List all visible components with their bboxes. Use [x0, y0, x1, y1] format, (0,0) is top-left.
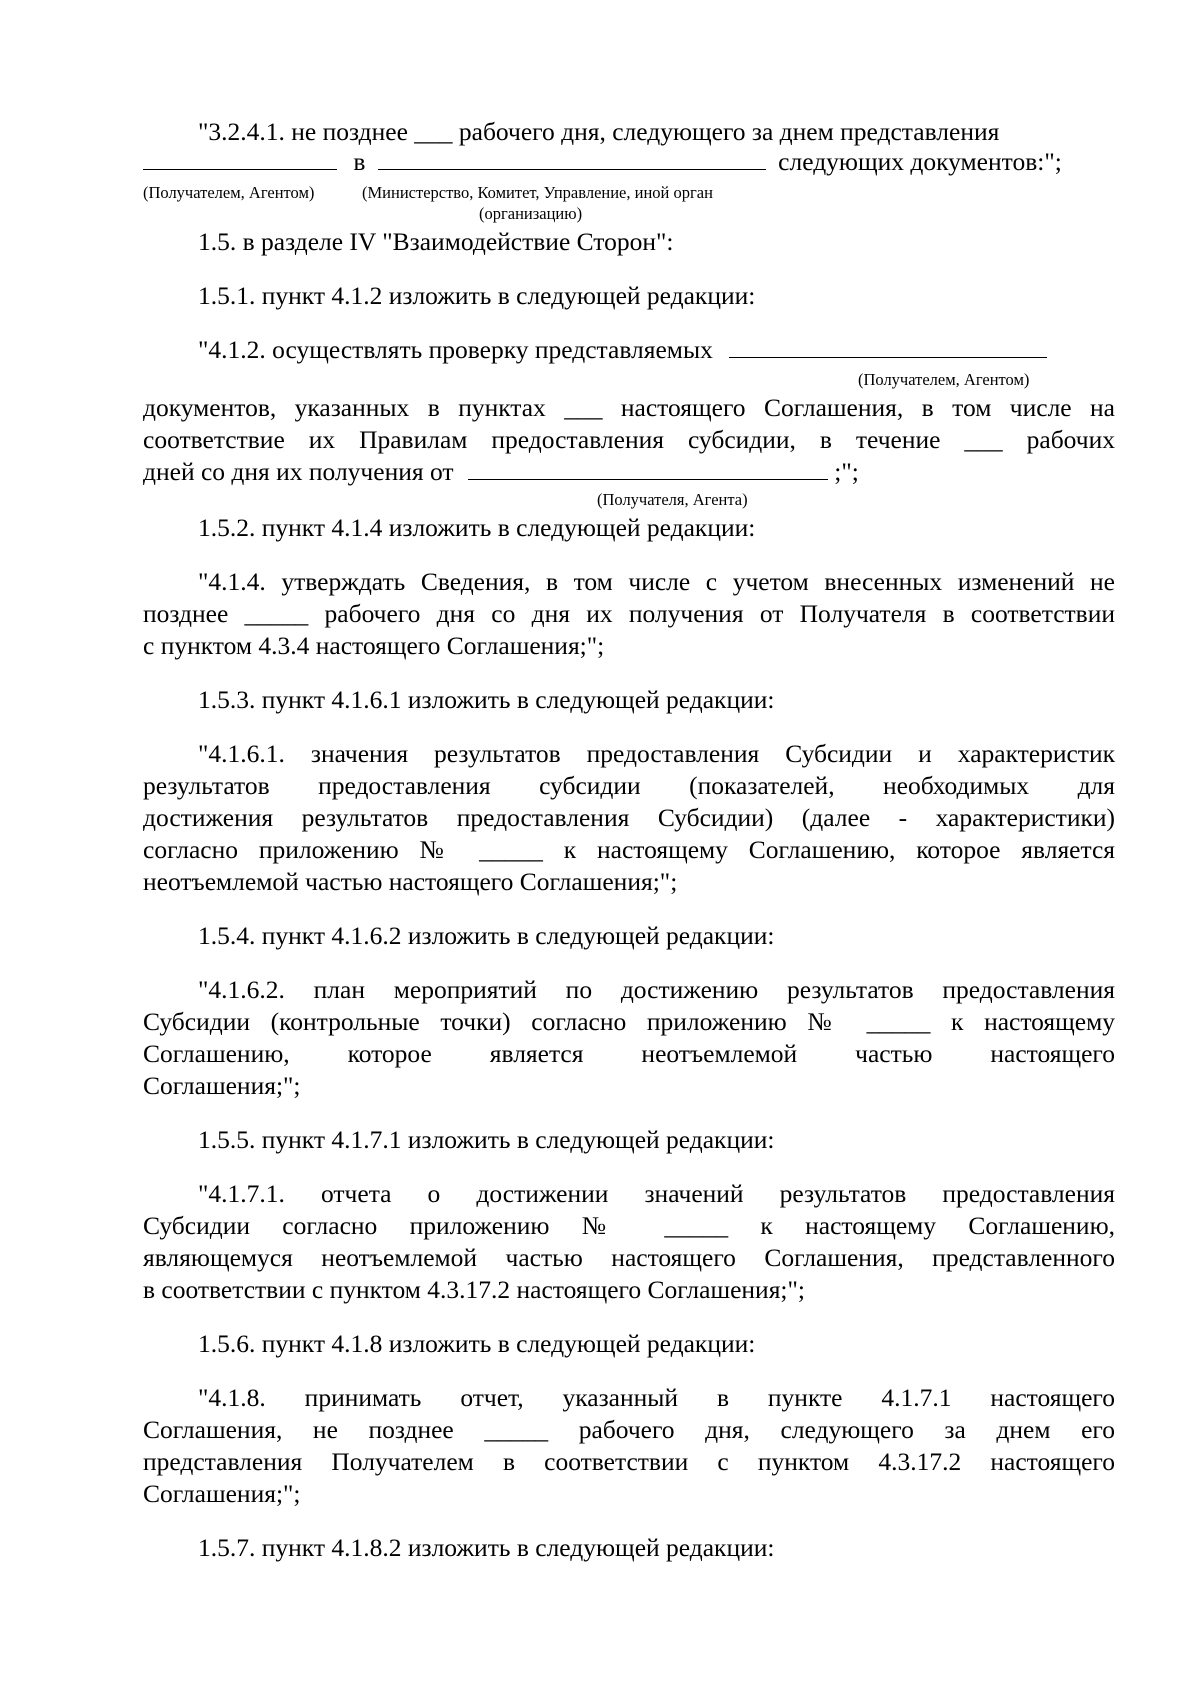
section-heading: 1.5. в разделе IV "Взаимодействие Сторон": [198, 227, 674, 256]
paragraph-line: "4.1.6.2. план мероприятий по достижению результатов предоставления [198, 975, 1115, 1004]
blank-field [378, 148, 766, 170]
section-heading: 1.5.4. пункт 4.1.6.2 изложить в следующей редакции: [198, 921, 775, 950]
paragraph-line: "4.1.4. утверждать Сведения, в том числе с учетом внесенных изменений не [198, 567, 1115, 596]
paragraph-line: позднее _____ рабочего дня со дня их получения от Получателя в соответствии [143, 599, 1115, 628]
section-heading: 1.5.6. пункт 4.1.8 изложить в следующей редакции: [198, 1329, 756, 1358]
blank-field [468, 458, 828, 480]
paragraph-line: 1.5.1. пункт 4.1.2 изложить в следующей редакции: [198, 281, 756, 310]
paragraph-line: "3.2.4.1. не позднее ___ рабочего дня, следующего за днем представления [198, 117, 1000, 146]
section-heading: 1.5.2. пункт 4.1.4 изложить в следующей редакции: [198, 513, 756, 542]
paragraph-line: документов, указанных в пунктах ___ настоящего Соглашения, в том числе на [143, 393, 1115, 422]
paragraph-line: являющемуся неотъемлемой частью настоящего Соглашения, представленного [143, 1243, 1115, 1272]
paragraph-line: "4.1.8. принимать отчет, указанный в пункте 4.1.7.1 настоящего [198, 1383, 1115, 1412]
paragraph-line: Соглашения;"; [143, 1071, 301, 1100]
paragraph-line: представления Получателем в соответствии с пунктом 4.3.17.2 настоящего [143, 1447, 1115, 1476]
paragraph-line: Субсидии согласно приложению № _____ к настоящему Соглашению, [143, 1211, 1115, 1240]
paragraph-line: достижения результатов предоставления Субсидии) (далее - характеристики) [143, 803, 1115, 832]
field-hint: (Получателя, Агента) [597, 490, 748, 509]
section-heading: 1.5.3. пункт 4.1.6.1 изложить в следующей редакции: [198, 685, 775, 714]
field-hint: (Получателем, Агентом) [858, 370, 1030, 389]
section-heading: 1.5.5. пункт 4.1.7.1 изложить в следующей редакции: [198, 1125, 775, 1154]
paragraph-line-with-blank: дней со дня их получения от ;"; [143, 457, 859, 486]
paragraph-line: с пунктом 4.3.4 настоящего Соглашения;"; [143, 631, 605, 660]
paragraph-line: соответствие их Правилам предоставления субсидии, в течение ___ рабочих [143, 425, 1115, 454]
paragraph-line: "4.1.6.1. значения результатов предоставления Субсидии и характеристик [198, 739, 1115, 768]
paragraph-line-with-blanks: в следующих документов:"; [143, 146, 1115, 178]
field-hint: (организацию) [479, 204, 583, 223]
paragraph-line: Соглашения, не позднее _____ рабочего дня, следующего за днем его [143, 1415, 1115, 1444]
paragraph-line: результатов предоставления субсидии (показателей, необходимых для [143, 771, 1115, 800]
blank-field [143, 148, 337, 170]
paragraph-line: Соглашения;"; [143, 1479, 301, 1508]
paragraph-line: неотъемлемой частью настоящего Соглашения;"; [143, 867, 678, 896]
section-heading: 1.5.7. пункт 4.1.8.2 изложить в следующей редакции: [198, 1533, 775, 1562]
paragraph-line: согласно приложению № _____ к настоящему Соглашению, которое является [143, 835, 1115, 864]
field-hint: (Министерство, Комитет, Управление, иной орган [362, 183, 713, 202]
field-hint: (Получателем, Агентом) [143, 183, 315, 202]
paragraph-line-with-blank: "4.1.2. осуществлять проверку представляемых [198, 334, 1115, 366]
paragraph-line: в соответствии с пунктом 4.3.17.2 настоящего Соглашения;"; [143, 1275, 806, 1304]
paragraph-line: Соглашению, которое является неотъемлемой частью настоящего [143, 1039, 1115, 1068]
blank-field [729, 336, 1047, 358]
paragraph-line: "4.1.7.1. отчета о достижении значений результатов предоставления [198, 1179, 1115, 1208]
paragraph-line: Субсидии (контрольные точки) согласно приложению № _____ к настоящему [143, 1007, 1115, 1036]
